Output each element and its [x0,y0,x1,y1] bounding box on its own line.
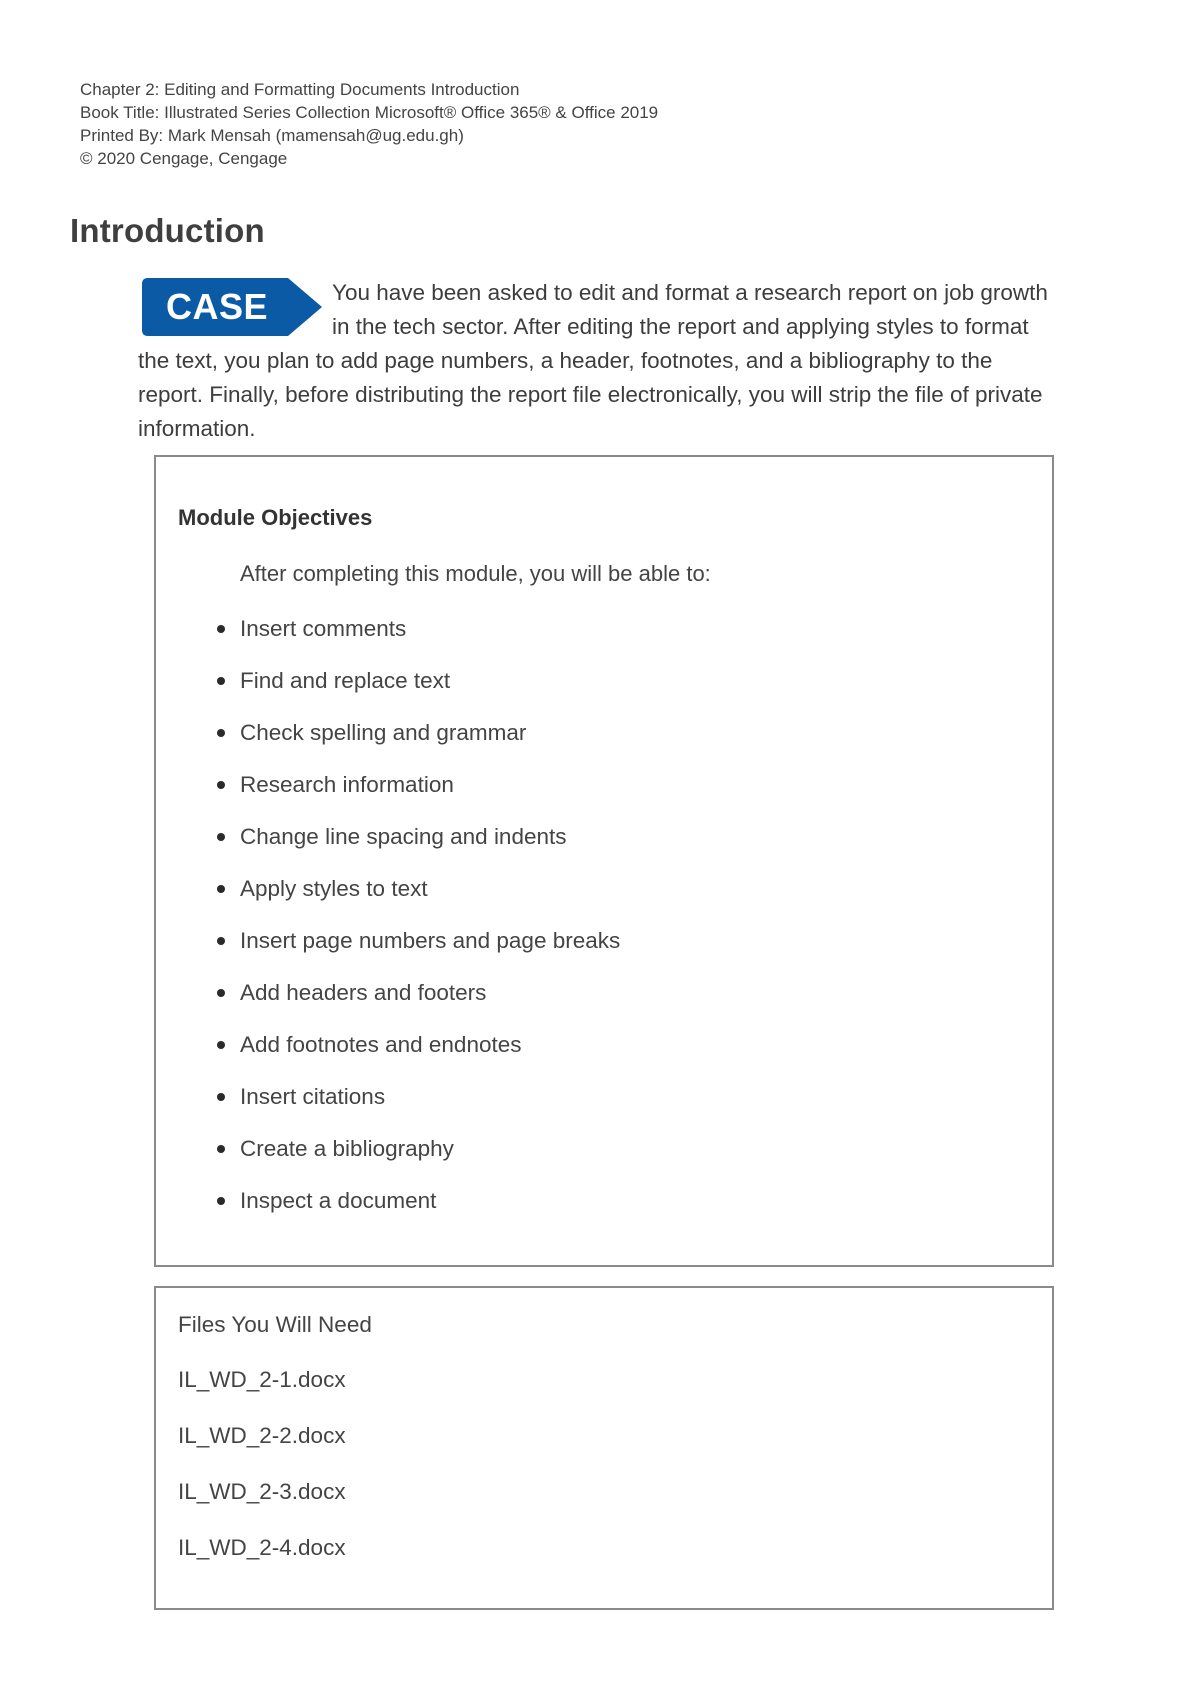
list-item [156,719,620,771]
objective-label: Find and replace text [240,668,451,693]
objective-label: Change line spacing and indents [240,824,567,849]
list-item [156,1135,620,1187]
printed-by-line: Printed By: Mark Mensah (mamensah@ug.edu.gh) [80,126,464,145]
objective-label: Inspect a document [240,1188,437,1213]
document-meta-header [80,78,658,170]
case-badge-label: CASE [165,286,269,327]
bullet-icon [217,1145,225,1153]
module-objectives-box [154,455,1054,1267]
objective-label: Apply styles to text [240,876,428,901]
list-item [156,1031,620,1083]
list-item [156,615,620,667]
file-item: IL_WD_2-2.docx [178,1423,346,1448]
file-item: IL_WD_2-1.docx [178,1367,346,1392]
objective-label: Insert page numbers and page breaks [240,928,621,953]
objective-label: Research information [240,772,454,797]
bullet-icon [217,989,225,997]
case-text: You have been asked to edit and format a research report on job growth in the tech sector. After editing the report and applying styles to format the text, you plan to add page numbers, a header, footnotes, and a bibliography to the report. Finally, before distributing the report file electronically, you will strip the file of private information. [138,280,1048,441]
list-item [156,1187,620,1239]
objective-label: Add headers and footers [240,980,487,1005]
list-item [156,667,620,719]
bullet-icon [217,729,225,737]
copyright-line: © 2020 Cengage, Cengage [80,149,288,168]
files-list [178,1366,346,1590]
bullet-icon [217,625,225,633]
objectives-list [156,615,620,1239]
bullet-icon [217,1093,225,1101]
objectives-heading: Module Objectives [178,505,373,530]
bullet-icon [217,677,225,685]
objective-label: Check spelling and grammar [240,720,527,745]
case-intro [138,276,1058,446]
case-badge [142,278,324,336]
bullet-icon [217,1041,225,1049]
file-item: IL_WD_2-3.docx [178,1479,346,1504]
page-title: Introduction [70,212,265,249]
list-item [156,875,620,927]
bullet-icon [217,833,225,841]
bullet-icon [217,885,225,893]
file-item: IL_WD_2-4.docx [178,1535,346,1560]
objective-label: Insert comments [240,616,407,641]
objective-label: Insert citations [240,1084,386,1109]
files-heading: Files You Will Need [178,1312,372,1337]
bullet-icon [217,781,225,789]
objectives-subtitle: After completing this module, you will be able to: [240,561,711,586]
list-item [156,1083,620,1135]
book-title-line: Book Title: Illustrated Series Collection Microsoft® Office 365® & Office 2019 [80,103,659,122]
list-item [156,823,620,875]
list-item [156,927,620,979]
list-item [156,771,620,823]
bullet-icon [217,1197,225,1205]
objective-label: Add footnotes and endnotes [240,1032,522,1057]
objective-label: Create a bibliography [240,1136,454,1161]
chapter-line: Chapter 2: Editing and Formatting Documents Introduction [80,80,520,99]
files-needed-box [154,1286,1054,1610]
bullet-icon [217,937,225,945]
list-item [156,979,620,1031]
